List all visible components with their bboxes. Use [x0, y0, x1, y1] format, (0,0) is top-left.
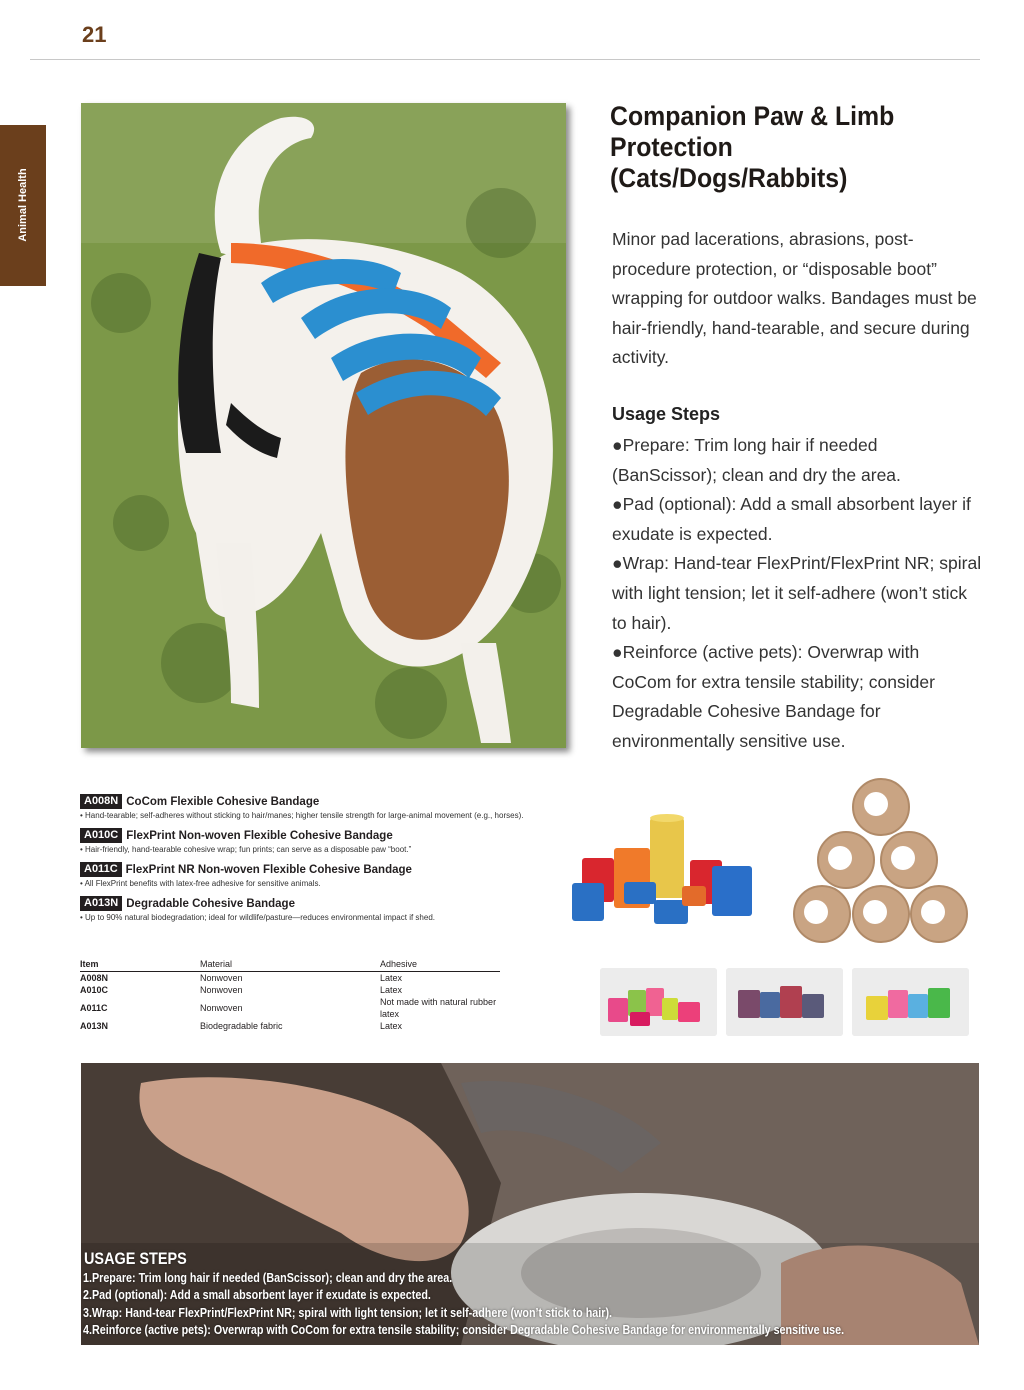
usage-step: ●Wrap: Hand-tear FlexPrint/FlexPrint NR; spiral with light tension; let it self-adhere (won’t stick to hair).: [612, 553, 982, 633]
product-code-badge: A013N: [80, 896, 122, 911]
product-item: [80, 896, 600, 923]
table-cell: Not made with natural rubber latex: [380, 997, 497, 1019]
bottom-step: 4.Reinforce (active pets): Overwrap with CoCom for extra tensile stability; consider Degradable Cohesive Bandage for environmentally sensitive use.: [83, 1322, 845, 1337]
bottom-step: 1.Prepare: Trim long hair if needed (BanScissor); clean and dry the area.: [83, 1271, 453, 1285]
usage-step: ●Prepare: Trim long hair if needed (BanScissor); clean and dry the area.: [612, 435, 901, 485]
bottom-usage-steps: [83, 1270, 977, 1339]
usage-steps-heading: Usage Steps: [612, 404, 721, 424]
table-cell: A011C: [80, 1003, 108, 1013]
table-header-adhesive: Adhesive: [380, 958, 500, 971]
product-code-badge: A008N: [80, 794, 122, 809]
section-tab: [0, 125, 46, 286]
product-list: [80, 794, 600, 930]
usage-step: ●Pad (optional): Add a small absorbent layer if exudate is expected.: [612, 494, 971, 544]
product-name: FlexPrint Non-woven Flexible Cohesive Bandage: [126, 829, 393, 842]
product-name: CoCom Flexible Cohesive Bandage: [126, 795, 320, 808]
product-description: • Up to 90% natural biodegradation; ideal for wildlife/pasture—reduces environmental impact if shed.: [80, 913, 435, 922]
spec-table: [80, 958, 500, 1033]
bottom-step: 2.Pad (optional): Add a small absorbent layer if exudate is expected.: [83, 1288, 431, 1303]
product-item: [80, 862, 600, 889]
print-rolls-thumbnail: [600, 968, 717, 1036]
table-row: [80, 971, 500, 984]
table-cell: Latex: [380, 984, 403, 995]
product-code-badge: A011C: [80, 862, 122, 877]
table-cell: Biodegradable fabric: [200, 1021, 283, 1032]
table-cell: Nonwoven: [200, 1003, 243, 1013]
table-cell: Latex: [380, 1021, 403, 1032]
table-cell: A013N: [80, 1021, 109, 1032]
table-cell: Latex: [380, 972, 403, 983]
product-description: • Hair-friendly, hand-tearable cohesive wrap; fun prints; can serve as a disposable paw “boot.”: [80, 845, 412, 854]
product-name: FlexPrint NR Non-woven Flexible Cohesive Bandage: [125, 863, 412, 876]
page-number: 21: [82, 22, 107, 47]
product-item: [80, 794, 600, 821]
product-code-badge: A010C: [80, 828, 122, 843]
usage-step: ●Reinforce (active pets): Overwrap with CoCom for extra tensile stability; consider Degradable Cohesive Bandage for environmentally sensitive use.: [612, 642, 935, 751]
intro-paragraph: Minor pad lacerations, abrasions, post-procedure protection, or “disposable boot” wrapping for outdoor walks. Bandages must be hair-friendly, hand-tearable, and secure during activity.: [612, 229, 977, 368]
table-cell: A008N: [80, 972, 109, 983]
table-cell: Nonwoven: [200, 984, 243, 995]
table-row: [80, 996, 500, 1020]
dog-taped-photo: [81, 103, 566, 748]
table-cell: Nonwoven: [200, 972, 243, 983]
usage-steps-list: [612, 431, 982, 757]
section-tab-label: Animal Health: [17, 168, 29, 242]
header-divider: [30, 59, 980, 60]
bottom-usage-heading: USAGE STEPS: [84, 1249, 187, 1268]
product-name: Degradable Cohesive Bandage: [126, 897, 295, 910]
camo-rolls-thumbnail: [726, 968, 843, 1036]
table-row: [80, 984, 500, 997]
table-row: [80, 1020, 500, 1033]
product-description: • All FlexPrint benefits with latex-free adhesive for sensitive animals.: [80, 879, 321, 888]
table-cell: A010C: [80, 984, 109, 995]
page-title: Companion Paw & Limb Protection (Cats/Dogs/Rabbits): [610, 101, 895, 193]
bottom-step: 3.Wrap: Hand-tear FlexPrint/FlexPrint NR; spiral with light tension; let it self-adhere (won’t stick to hair).: [83, 1305, 613, 1320]
product-description: • Hand-tearable; self-adheres without sticking to hair/manes; higher tensile strength for large-animal movement (e.g., horses).: [80, 811, 524, 820]
tan-bandage-pyramid-photo: [784, 772, 979, 962]
table-header-material: Material: [200, 958, 380, 971]
product-item: [80, 828, 600, 855]
table-header-item: Item: [80, 958, 200, 971]
bandage-rolls-photo: [562, 808, 762, 938]
table-header-row: [80, 958, 500, 971]
paw-print-rolls-thumbnail: [852, 968, 969, 1036]
